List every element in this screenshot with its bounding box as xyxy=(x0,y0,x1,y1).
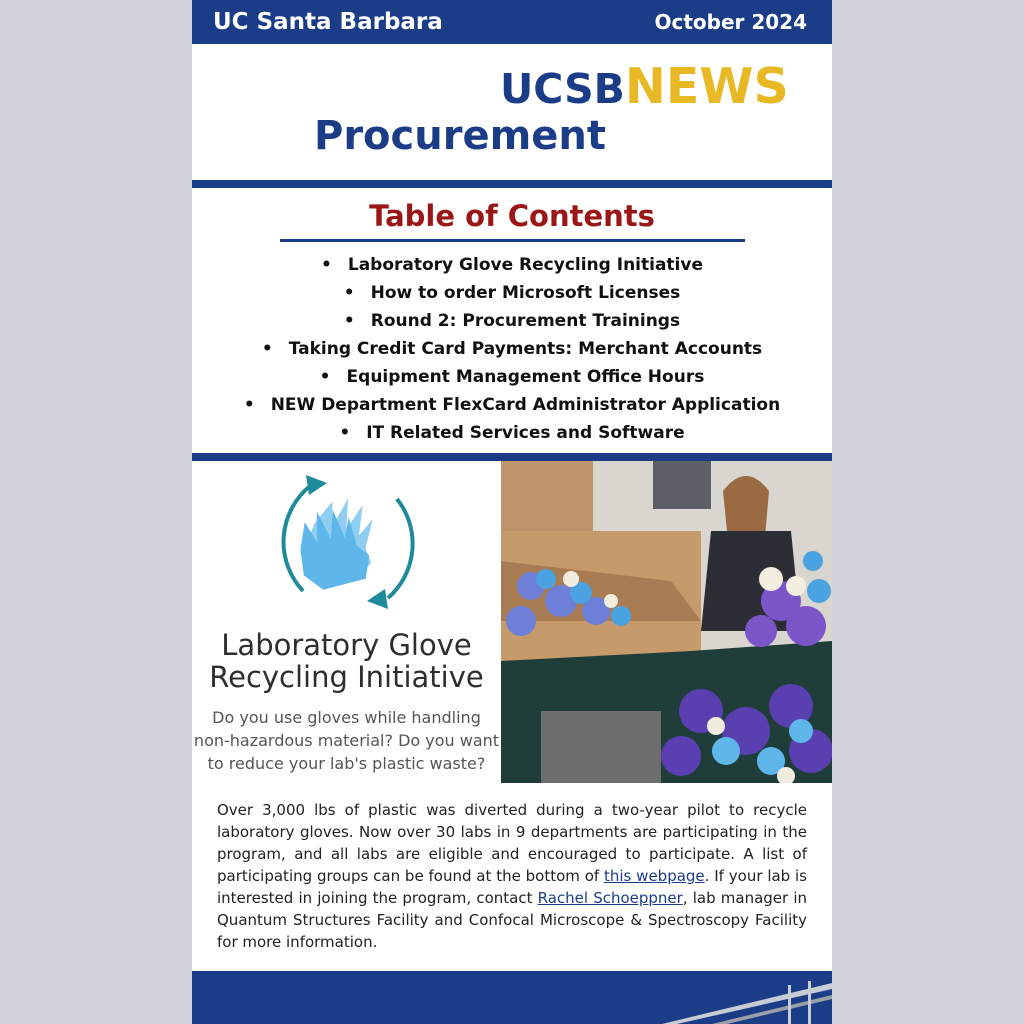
logo-ucsb: UCSB xyxy=(500,65,625,113)
divider xyxy=(192,453,832,461)
toc-item[interactable] xyxy=(192,251,832,279)
hero-graphic xyxy=(192,461,501,783)
article-body xyxy=(192,783,832,971)
bullet: • xyxy=(343,283,355,303)
toc-item[interactable] xyxy=(192,279,832,307)
article-text: , lab manager in Quantum Structures Facility and Confocal Microscope & Spectroscopy Facility for more information. xyxy=(217,889,808,951)
next-section-banner xyxy=(192,971,832,1024)
toc-item-label: Laboratory Glove Recycling Initiative xyxy=(347,255,703,275)
toc-item-label: How to order Microsoft Licenses xyxy=(370,283,681,303)
top-bar xyxy=(192,0,832,44)
toc-item[interactable] xyxy=(192,419,832,447)
toc-item-label: NEW Department FlexCard Administrator Application xyxy=(270,395,781,415)
toc-item-label: IT Related Services and Software xyxy=(366,423,685,443)
table-of-contents xyxy=(192,188,832,453)
toc-underline xyxy=(280,239,745,242)
ucsb-news-logo xyxy=(500,58,789,115)
logo-news: NEWS xyxy=(624,58,789,115)
toc-item-label: Equipment Management Office Hours xyxy=(346,367,705,387)
bullet: • xyxy=(320,255,332,275)
masthead xyxy=(192,44,832,180)
bullet: • xyxy=(343,311,355,331)
banner-illustration xyxy=(192,971,832,1024)
hero-title xyxy=(192,629,501,693)
toc-title: Table of Contents xyxy=(369,199,655,233)
bullet: • xyxy=(243,395,255,415)
hero-title-line: Laboratory Glove xyxy=(221,628,472,662)
bullet: • xyxy=(319,367,331,387)
glove-recycling-hero xyxy=(192,461,832,783)
toc-list xyxy=(192,251,832,447)
department-title: Procurement xyxy=(314,113,606,159)
toc-item[interactable] xyxy=(192,391,832,419)
webpage-link[interactable]: this webpage xyxy=(603,867,705,885)
article-text: . If your lab is interested in joining the program, contact xyxy=(217,867,807,907)
toc-item-label: Round 2: Procurement Trainings xyxy=(370,311,681,331)
hero-title-line: Recycling Initiative xyxy=(209,660,484,694)
glove-bins-photo xyxy=(501,461,832,783)
toc-item[interactable] xyxy=(192,335,832,363)
contact-link[interactable]: Rachel Schoeppner xyxy=(537,889,683,907)
bullet: • xyxy=(339,423,351,443)
org-name: UC Santa Barbara xyxy=(213,9,443,35)
article-text: Over 3,000 lbs of plastic was diverted during a two-year pilot to recycle laboratory gloves. Now over 30 labs in 9 departments are participating in the program, and all labs are eligible and encouraged to participate. A list of participating groups can be found at the bottom of xyxy=(217,801,807,885)
hero-question-line: non-hazardous material? Do you want xyxy=(193,731,500,750)
divider xyxy=(192,180,832,188)
hero-question-line: to reduce your lab's plastic waste? xyxy=(207,754,486,773)
glove-recycle-icon xyxy=(192,461,501,621)
toc-item[interactable] xyxy=(192,307,832,335)
issue-date: October 2024 xyxy=(654,10,807,34)
toc-item-label: Taking Credit Card Payments: Merchant Accounts xyxy=(288,339,763,359)
hero-question-line: Do you use gloves while handling xyxy=(212,708,481,727)
toc-item[interactable] xyxy=(192,363,832,391)
bullet: • xyxy=(261,339,273,359)
newsletter-email xyxy=(192,0,832,1024)
photo-illustration xyxy=(501,461,832,783)
hero-question xyxy=(192,706,501,775)
